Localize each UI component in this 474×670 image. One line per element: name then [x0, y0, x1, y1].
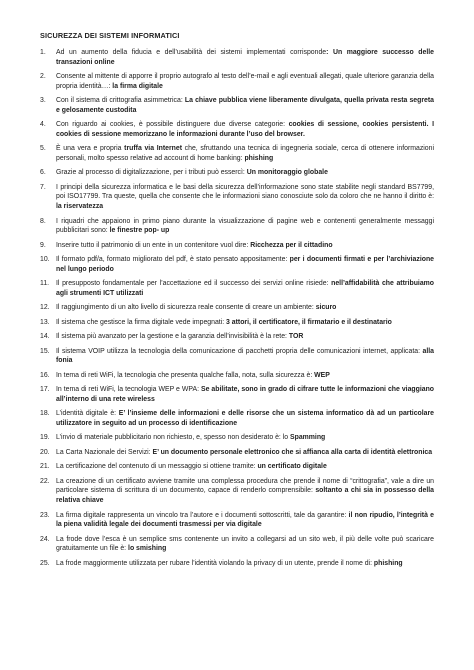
item-number: 12. [40, 304, 50, 312]
item-number: 14. [40, 333, 50, 341]
item-question: L’identità digitale è: [56, 410, 117, 418]
item-answer: Se abilitate, sono in grado di cifrare tutte le informazioni che viaggiano all’interno di una rete wireless [56, 386, 434, 403]
item-answer: La chiave pubblica viene liberamente divulgata, quella privata resta segreta e gelosamente custodita [56, 97, 434, 114]
item-body [56, 433, 434, 443]
item-number: 2. [40, 73, 46, 81]
item-answer: TOR [286, 333, 304, 341]
item-number: 4. [40, 121, 46, 129]
item-body [56, 385, 434, 404]
item-question: Con il sistema di crittografia asimmetrica: [56, 97, 183, 105]
list-item [40, 511, 434, 530]
item-answer: il non ripudio, l’integrità e la piena validità legale dei documenti trasmessi per via digitale [56, 511, 434, 529]
item-answer: lo smishing [126, 545, 167, 553]
item-body [56, 144, 434, 163]
item-answer: : Un maggiore successo delle transazioni online [56, 49, 434, 66]
list-item [40, 385, 434, 404]
item-number: 5. [40, 145, 46, 153]
item-answer: alla fonia [56, 347, 434, 365]
item-question: La frode dove l’esca è un semplice sms contenente un invito a collegarsi ad un sito web, il più delle volte può scaricare gratuitamente un file è: [56, 535, 434, 553]
item-body [56, 303, 434, 313]
list-item [40, 535, 434, 554]
item-body [56, 168, 434, 178]
item-question: La creazione di un certificato avviene tramite una complessa procedura che prende il nome di “crittografia”, vale a dire un particolare sistema di scrittura di un documento, capace di renderlo comprensibile: [56, 477, 434, 495]
item-question: In tema di reti WiFi, la tecnologia che presenta qualche falla, nota, sulla sicurezza è: [56, 371, 313, 379]
item-answer: nell’affidabilità che attribuiamo agli strumenti ICT utilizzati [56, 280, 434, 297]
item-answer: la firma digitale [110, 82, 163, 90]
item-answer: WEP [312, 371, 330, 379]
item-answer: sicuro [313, 304, 337, 312]
item-question: Il presupposto fondamentale per l’accettazione ed il successo dei servizi online risiede: [56, 280, 329, 288]
item-body [56, 448, 434, 458]
item-body [56, 96, 434, 115]
list-item [40, 318, 434, 328]
list-item [40, 347, 434, 366]
item-number: 23. [40, 511, 50, 519]
list-item [40, 559, 434, 569]
item-number: 16. [40, 371, 50, 379]
item-number: 8. [40, 217, 46, 225]
item-question: Consente al mittente di apporre il proprio autografo al testo dell’e-mail e agli eventuali allegati, quale ulteriore garanzia della propria identità…: [56, 73, 434, 90]
list-item [40, 255, 434, 274]
item-body [56, 332, 434, 342]
item-question: I riquadri che appaiono in primo piano durante la visualizzazione di pagine web e contenenti generalmente messaggi pubblicitari sono: [56, 217, 434, 235]
list-item [40, 183, 434, 212]
item-body [56, 559, 434, 569]
item-question: Grazie al processo di digitalizzazione, per i tributi può essercì: [56, 169, 245, 177]
list-item [40, 279, 434, 298]
item-number: 25. [40, 559, 50, 567]
item-answer: per i documenti firmati e per l’archiviazione nel lungo periodo [56, 256, 434, 273]
item-number: 19. [40, 434, 50, 442]
item-body [56, 371, 434, 381]
list-item [40, 477, 434, 506]
item-question: Con riguardo ai cookies, è possibile distinguere due diverse categorie: [56, 121, 286, 129]
list-item [40, 241, 434, 251]
list-item [40, 371, 434, 381]
question-list [40, 48, 434, 568]
list-item [40, 332, 434, 342]
item-number: 10. [40, 256, 50, 264]
list-item [40, 72, 434, 91]
item-question: Il formato pdf/a, formato migliorato del pdf, è stato pensato appositamente: [56, 256, 288, 264]
item-body [56, 347, 434, 366]
item-question: Il raggiungimento di un alto livello di sicurezza reale consente di creare un ambiente: [56, 304, 314, 312]
item-body [56, 217, 434, 236]
item-question: La Carta Nazionale dei Servizi: [56, 448, 151, 456]
item-body [56, 409, 434, 428]
list-item [40, 217, 434, 236]
item-body [56, 279, 434, 298]
list-item [40, 168, 434, 178]
item-body [56, 72, 434, 91]
list-item [40, 144, 434, 163]
item-answer: le finestre pop- up [107, 227, 170, 235]
item-body [56, 183, 434, 212]
list-item [40, 120, 434, 139]
item-number: 20. [40, 448, 50, 456]
item-answer: truffa via Internet [121, 145, 182, 153]
list-item [40, 96, 434, 115]
item-body [56, 120, 434, 139]
item-body [56, 535, 434, 554]
item-answer: 3 attori, il certificatore, il firmatario e il destinatario [224, 318, 392, 326]
item-answer: E’ l’insieme delle informazioni e delle risorse che un sistema informatico dà ad un particolare utilizzatore in seguito ad un processo di identificazione [56, 410, 434, 427]
item-answer: Un monitoraggio globale [244, 169, 328, 177]
item-question: La frode maggiormente utilizzata per rubare l’identità violando la privacy di un utente, prende il nome di: [56, 559, 373, 567]
list-item [40, 409, 434, 428]
item-number: 18. [40, 410, 50, 418]
list-item [40, 433, 434, 443]
item-number: 6. [40, 169, 46, 177]
item-question: Ad un aumento della fiducia e dell’usabilità dei sistemi implementati corrisponde [56, 49, 327, 56]
list-item [40, 48, 434, 67]
item-question: L’invio di materiale pubblicitario non richiesto, e, spesso non desiderato è: lo [56, 434, 289, 442]
item-number: 17. [40, 386, 50, 394]
item-question-continued: che, sfruttando una tecnica di ingegneria sociale, cerca di ottenere informazioni personali, molto spesso relative ad account di home banking: [56, 145, 435, 162]
item-answer: Ricchezza per il cittadino [248, 241, 333, 249]
item-number: 3. [40, 97, 46, 105]
item-number: 9. [40, 241, 46, 249]
item-number: 7. [40, 183, 46, 191]
document-title: SICUREZZA DEI SISTEMI INFORMATICI [40, 31, 180, 40]
item-body [56, 511, 434, 530]
item-question: Inserire tutto il patrimonio di un ente in un contenitore vuol dire: [56, 241, 249, 249]
item-number: 15. [40, 347, 50, 355]
item-answer: soltanto a chi sia in possesso della relativa chiave [56, 487, 434, 505]
item-body [56, 48, 434, 67]
item-body [56, 318, 434, 328]
item-number: 22. [40, 477, 50, 485]
list-item [40, 303, 434, 313]
list-item [40, 462, 434, 472]
item-answer: cookies di sessione, cookies persistenti. I cookies di sessione memorizzano le informazioni durante l’uso del browser. [56, 121, 434, 138]
item-body [56, 255, 434, 274]
item-answer: E’ un documento personale elettronico che si affianca alla carta di identità elettronica [150, 448, 433, 456]
item-question: Il sistema VOIP utilizza la tecnologia della comunicazione di pacchetti propria delle comunicazioni internet, applicata: [56, 347, 420, 355]
item-answer: phishing [372, 559, 403, 567]
item-question: I principi della sicurezza informatica e le basi della sicurezza dell’informazione sono state stabilite negli standard BS7799, poi ISO17799. Tra queste, quella che consente che le informazioni siano conosciute solo da coloro che ne hanno il diritto è: [56, 183, 434, 201]
item-body [56, 477, 434, 506]
item-question: In tema di reti WiFi, la tecnologia WEP e WPA: [56, 386, 199, 394]
item-question: La certificazione del contenuto di un messaggio si ottiene tramite: [56, 463, 256, 471]
item-answer: phishing [242, 154, 274, 162]
item-number: 24. [40, 535, 50, 543]
item-question: Il sistema che gestisce la firma digitale vede impegnati: [56, 318, 225, 326]
item-body [56, 241, 434, 251]
item-answer: un certificato digitale [255, 463, 327, 471]
item-answer: Spamming [288, 434, 326, 442]
item-question: È una vera e propria [56, 145, 122, 153]
item-body [56, 462, 434, 472]
item-number: 21. [40, 463, 50, 471]
item-answer: la riservatezza [56, 203, 104, 211]
item-question: La firma digitale rappresenta un vincolo tra l’autore e i documenti sottoscritti, tale da garantire: [56, 511, 347, 519]
item-number: 1. [40, 49, 46, 56]
item-question: Il sistema più avanzato per la gestione e la garanzia dell’invisibilità è la rete: [56, 333, 287, 341]
list-item [40, 448, 434, 458]
item-number: 11. [40, 280, 50, 288]
item-number: 13. [40, 318, 50, 326]
